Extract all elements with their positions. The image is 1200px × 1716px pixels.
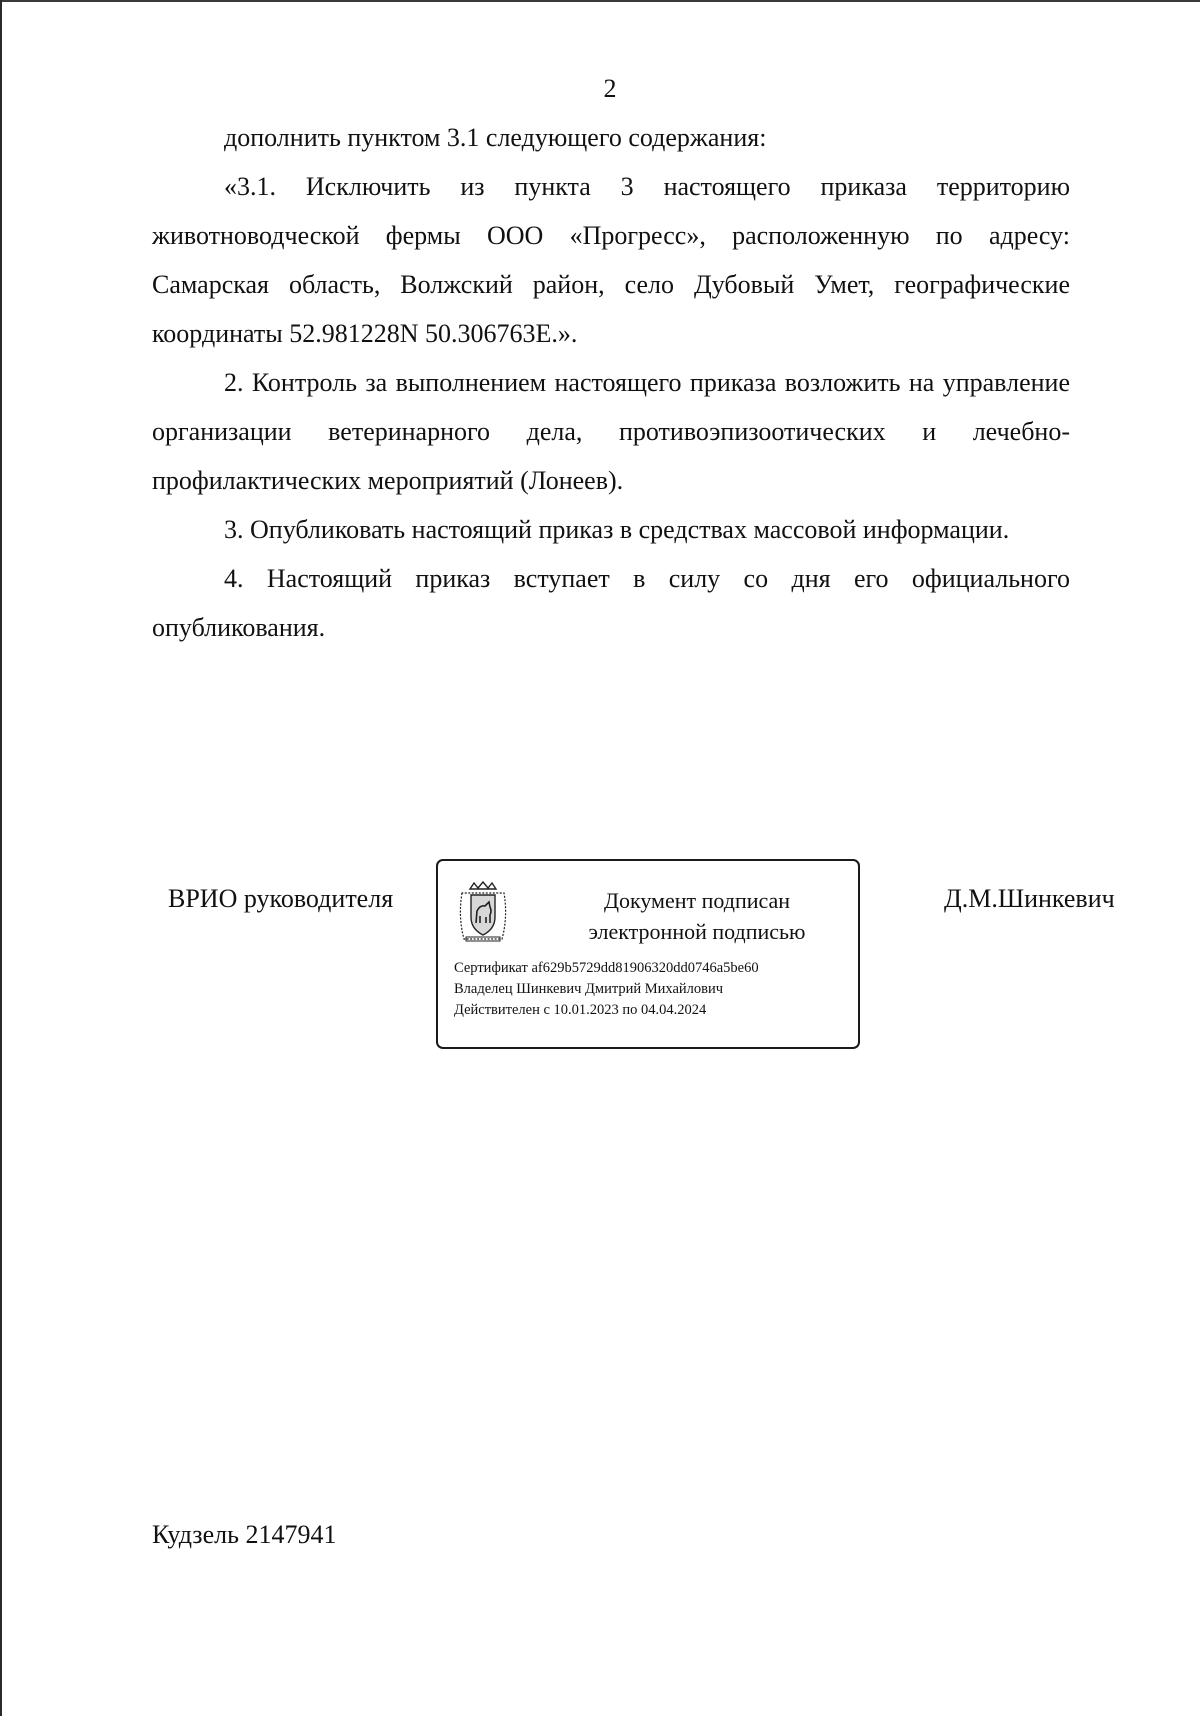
paragraph-item-2: 2. Контроль за выполнением настоящего приказа возложить на управление организации ветеринарного дела, противоэпизоотических и лечебно-профилактических мероприятий (Лонеев). [152,368,1070,495]
coat-of-arms-icon [456,881,510,945]
paragraph-clause-3-1: «3.1. Исключить из пункта 3 настоящего приказа территорию животноводческой фермы ООО «Прогресс», расположенную по адресу: Самарская область, Волжский район, село Дубовый Умет, географические координаты 52.981228N 50.306763E.». [152,172,1070,348]
stamp-title-line-1: Документ подписан [603,888,791,913]
signatory-name: Д.М.Шинкевич [944,884,1115,913]
document-body [152,113,1070,652]
owner-line: Владелец Шинкевич Дмитрий Михайлович [454,981,724,997]
stamp-title-line-2: электронной подписью [588,919,806,944]
stamp-details [454,958,759,1021]
scan-edge-top [0,0,1200,2]
electronic-signature-stamp [436,859,860,1049]
paragraph-intro: дополнить пунктом 3.1 следующего содержания: [224,123,767,152]
paragraph-item-4: 4. Настоящий приказ вступает в силу со дня его официального опубликования. [152,564,1070,642]
paragraph-item-3: 3. Опубликовать настоящий приказ в средствах массовой информации. [224,515,1010,544]
page-number: 2 [603,74,617,103]
scan-edge-left [0,0,2,1716]
signatory-role: ВРИО руководителя [168,884,394,913]
validity-line: Действителен с 10.01.2023 по 04.04.2024 [454,1002,707,1018]
certificate-line: Сертификат af629b5729dd81906320dd0746a5be60 [454,960,759,976]
executor-info: Кудзель 2147941 [152,1520,337,1549]
stamp-title [558,885,836,947]
